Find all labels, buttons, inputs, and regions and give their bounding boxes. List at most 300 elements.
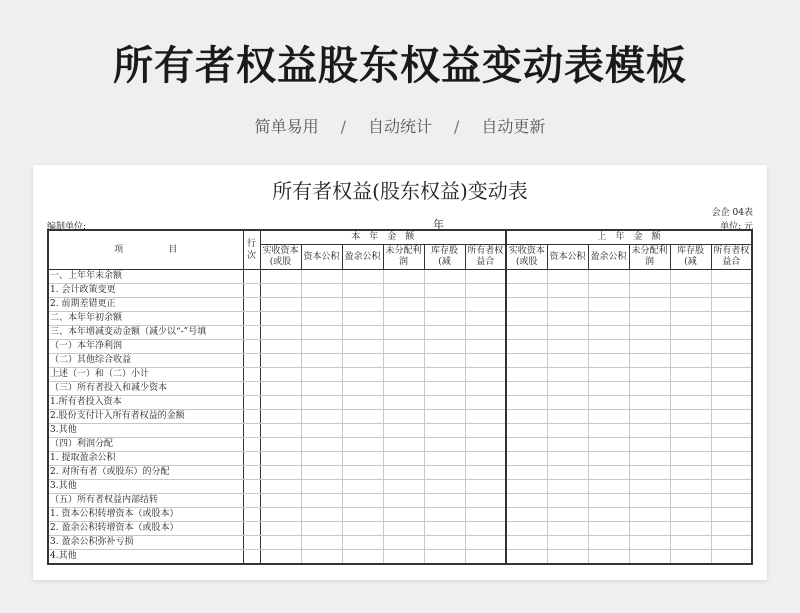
amount-cell[interactable] <box>301 340 342 354</box>
table-row <box>48 522 752 536</box>
amount-cell[interactable] <box>588 466 629 480</box>
amount-cell[interactable] <box>629 270 670 284</box>
line-cell[interactable] <box>243 284 260 298</box>
line-cell[interactable] <box>243 424 260 438</box>
amount-cell[interactable] <box>588 312 629 326</box>
amount-cell[interactable] <box>383 466 424 480</box>
line-cell[interactable] <box>243 522 260 536</box>
amount-cell[interactable] <box>711 312 752 326</box>
subcolumn-header: 所有者权益合 <box>711 245 752 270</box>
subcolumn-header: 实收资本(或股 <box>260 245 301 270</box>
amount-cell[interactable] <box>547 452 588 466</box>
row-label: （五）所有者权益内部结转 <box>48 494 243 508</box>
amount-cell[interactable] <box>260 410 301 424</box>
amount-cell[interactable] <box>506 522 547 536</box>
amount-cell[interactable] <box>465 284 506 298</box>
amount-cell[interactable] <box>588 410 629 424</box>
line-cell[interactable] <box>243 494 260 508</box>
amount-cell[interactable] <box>670 354 711 368</box>
amount-cell[interactable] <box>465 410 506 424</box>
amount-cell[interactable] <box>588 396 629 410</box>
amount-cell[interactable] <box>629 298 670 312</box>
amount-cell[interactable] <box>301 550 342 565</box>
amount-cell[interactable] <box>588 522 629 536</box>
header-current-year: 本 年 金 额 <box>260 230 506 245</box>
amount-cell[interactable] <box>465 438 506 452</box>
amount-cell[interactable] <box>588 284 629 298</box>
amount-cell[interactable] <box>547 508 588 522</box>
amount-cell[interactable] <box>588 298 629 312</box>
line-cell[interactable] <box>243 354 260 368</box>
amount-cell[interactable] <box>342 452 383 466</box>
table-row <box>48 396 752 410</box>
amount-cell[interactable] <box>342 410 383 424</box>
amount-cell[interactable] <box>670 466 711 480</box>
amount-cell[interactable] <box>588 340 629 354</box>
line-cell[interactable] <box>243 480 260 494</box>
line-cell[interactable] <box>243 438 260 452</box>
amount-cell[interactable] <box>383 424 424 438</box>
amount-cell[interactable] <box>260 452 301 466</box>
amount-cell[interactable] <box>465 550 506 565</box>
amount-cell[interactable] <box>383 494 424 508</box>
amount-cell[interactable] <box>424 396 465 410</box>
amount-cell[interactable] <box>711 466 752 480</box>
amount-cell[interactable] <box>342 396 383 410</box>
amount-cell[interactable] <box>383 368 424 382</box>
document-title: 所有者权益(股东权益)变动表 <box>272 179 528 203</box>
line-cell[interactable] <box>243 382 260 396</box>
amount-cell[interactable] <box>301 424 342 438</box>
amount-cell[interactable] <box>465 452 506 466</box>
amount-cell[interactable] <box>301 522 342 536</box>
amount-cell[interactable] <box>465 354 506 368</box>
amount-cell[interactable] <box>342 368 383 382</box>
amount-cell[interactable] <box>383 326 424 340</box>
amount-cell[interactable] <box>670 410 711 424</box>
line-cell[interactable] <box>243 326 260 340</box>
amount-cell[interactable] <box>424 368 465 382</box>
amount-cell[interactable] <box>670 550 711 565</box>
amount-cell[interactable] <box>711 480 752 494</box>
amount-cell[interactable] <box>342 536 383 550</box>
amount-cell[interactable] <box>506 326 547 340</box>
amount-cell[interactable] <box>547 382 588 396</box>
amount-cell[interactable] <box>260 396 301 410</box>
table-row <box>48 284 752 298</box>
amount-cell[interactable] <box>547 410 588 424</box>
amount-cell[interactable] <box>301 438 342 452</box>
amount-cell[interactable] <box>547 368 588 382</box>
amount-cell[interactable] <box>342 424 383 438</box>
amount-cell[interactable] <box>342 522 383 536</box>
table-row <box>48 270 752 284</box>
amount-cell[interactable] <box>465 396 506 410</box>
amount-cell[interactable] <box>260 382 301 396</box>
amount-cell[interactable] <box>342 340 383 354</box>
subcolumn-header: 未分配利润 <box>629 245 670 270</box>
amount-cell[interactable] <box>465 480 506 494</box>
amount-cell[interactable] <box>260 522 301 536</box>
amount-cell[interactable] <box>629 340 670 354</box>
amount-cell[interactable] <box>424 298 465 312</box>
amount-cell[interactable] <box>260 550 301 565</box>
amount-cell[interactable] <box>383 284 424 298</box>
amount-cell[interactable] <box>260 270 301 284</box>
amount-cell[interactable] <box>424 550 465 565</box>
amount-cell[interactable] <box>629 368 670 382</box>
amount-cell[interactable] <box>588 354 629 368</box>
amount-cell[interactable] <box>588 508 629 522</box>
row-label: 2. 前期差错更正 <box>48 298 243 312</box>
amount-cell[interactable] <box>629 424 670 438</box>
amount-cell[interactable] <box>629 284 670 298</box>
amount-cell[interactable] <box>506 410 547 424</box>
line-cell[interactable] <box>243 466 260 480</box>
amount-cell[interactable] <box>465 368 506 382</box>
amount-cell[interactable] <box>547 354 588 368</box>
amount-cell[interactable] <box>711 298 752 312</box>
amount-cell[interactable] <box>260 298 301 312</box>
amount-cell[interactable] <box>260 284 301 298</box>
amount-cell[interactable] <box>711 368 752 382</box>
amount-cell[interactable] <box>711 508 752 522</box>
amount-cell[interactable] <box>588 326 629 340</box>
unit-label: 单位: 元 <box>720 222 753 232</box>
subcolumn-header: 盈余公积 <box>588 245 629 270</box>
line-cell[interactable] <box>243 550 260 565</box>
amount-cell[interactable] <box>260 536 301 550</box>
amount-cell[interactable] <box>506 494 547 508</box>
amount-cell[interactable] <box>424 466 465 480</box>
amount-cell[interactable] <box>424 494 465 508</box>
line-cell[interactable] <box>243 508 260 522</box>
amount-cell[interactable] <box>506 452 547 466</box>
amount-cell[interactable] <box>301 284 342 298</box>
amount-cell[interactable] <box>260 368 301 382</box>
amount-cell[interactable] <box>547 522 588 536</box>
amount-cell[interactable] <box>383 354 424 368</box>
amount-cell[interactable] <box>629 522 670 536</box>
line-cell[interactable] <box>243 410 260 424</box>
amount-cell[interactable] <box>629 326 670 340</box>
amount-cell[interactable] <box>547 326 588 340</box>
amount-cell[interactable] <box>588 536 629 550</box>
amount-cell[interactable] <box>301 354 342 368</box>
amount-cell[interactable] <box>465 382 506 396</box>
amount-cell[interactable] <box>588 382 629 396</box>
amount-cell[interactable] <box>424 284 465 298</box>
amount-cell[interactable] <box>547 550 588 565</box>
amount-cell[interactable] <box>670 368 711 382</box>
amount-cell[interactable] <box>424 424 465 438</box>
amount-cell[interactable] <box>547 438 588 452</box>
amount-cell[interactable] <box>547 494 588 508</box>
amount-cell[interactable] <box>547 340 588 354</box>
amount-cell[interactable] <box>670 536 711 550</box>
amount-cell[interactable] <box>383 312 424 326</box>
amount-cell[interactable] <box>588 438 629 452</box>
amount-cell[interactable] <box>506 550 547 565</box>
amount-cell[interactable] <box>506 312 547 326</box>
amount-cell[interactable] <box>547 312 588 326</box>
amount-cell[interactable] <box>301 508 342 522</box>
amount-cell[interactable] <box>711 354 752 368</box>
amount-cell[interactable] <box>629 508 670 522</box>
amount-cell[interactable] <box>301 396 342 410</box>
amount-cell[interactable] <box>383 438 424 452</box>
amount-cell[interactable] <box>383 382 424 396</box>
row-label: 1.所有者投入资本 <box>48 396 243 410</box>
amount-cell[interactable] <box>711 410 752 424</box>
amount-cell[interactable] <box>506 284 547 298</box>
amount-cell[interactable] <box>629 312 670 326</box>
amount-cell[interactable] <box>424 326 465 340</box>
amount-cell[interactable] <box>670 298 711 312</box>
amount-cell[interactable] <box>711 396 752 410</box>
amount-cell[interactable] <box>711 452 752 466</box>
amount-cell[interactable] <box>260 424 301 438</box>
amount-cell[interactable] <box>711 284 752 298</box>
amount-cell[interactable] <box>629 480 670 494</box>
amount-cell[interactable] <box>342 326 383 340</box>
amount-cell[interactable] <box>301 480 342 494</box>
amount-cell[interactable] <box>260 354 301 368</box>
amount-cell[interactable] <box>506 382 547 396</box>
amount-cell[interactable] <box>342 354 383 368</box>
amount-cell[interactable] <box>301 326 342 340</box>
amount-cell[interactable] <box>670 522 711 536</box>
amount-cell[interactable] <box>670 382 711 396</box>
amount-cell[interactable] <box>342 466 383 480</box>
amount-cell[interactable] <box>711 340 752 354</box>
amount-cell[interactable] <box>547 466 588 480</box>
amount-cell[interactable] <box>383 410 424 424</box>
amount-cell[interactable] <box>383 550 424 565</box>
line-cell[interactable] <box>243 452 260 466</box>
line-cell[interactable] <box>243 270 260 284</box>
amount-cell[interactable] <box>301 452 342 466</box>
amount-cell[interactable] <box>506 438 547 452</box>
line-cell[interactable] <box>243 368 260 382</box>
amount-cell[interactable] <box>342 298 383 312</box>
amount-cell[interactable] <box>547 480 588 494</box>
row-label: 1. 资本公积转增资本（或股本） <box>48 508 243 522</box>
amount-cell[interactable] <box>301 466 342 480</box>
amount-cell[interactable] <box>260 312 301 326</box>
amount-cell[interactable] <box>670 452 711 466</box>
amount-cell[interactable] <box>301 312 342 326</box>
subcolumn-header: 资本公积 <box>301 245 342 270</box>
amount-cell[interactable] <box>342 550 383 565</box>
amount-cell[interactable] <box>711 550 752 565</box>
amount-cell[interactable] <box>260 508 301 522</box>
table-row <box>48 438 752 452</box>
amount-cell[interactable] <box>424 522 465 536</box>
amount-cell[interactable] <box>711 494 752 508</box>
amount-cell[interactable] <box>301 270 342 284</box>
amount-cell[interactable] <box>383 508 424 522</box>
amount-cell[interactable] <box>342 284 383 298</box>
table-row <box>48 298 752 312</box>
amount-cell[interactable] <box>670 508 711 522</box>
amount-cell[interactable] <box>670 438 711 452</box>
amount-cell[interactable] <box>383 340 424 354</box>
amount-cell[interactable] <box>424 410 465 424</box>
amount-cell[interactable] <box>670 424 711 438</box>
amount-cell[interactable] <box>342 312 383 326</box>
amount-cell[interactable] <box>711 424 752 438</box>
amount-cell[interactable] <box>588 550 629 565</box>
amount-cell[interactable] <box>260 480 301 494</box>
amount-cell[interactable] <box>383 522 424 536</box>
amount-cell[interactable] <box>260 494 301 508</box>
amount-cell[interactable] <box>506 368 547 382</box>
row-label: 1. 会计政策变更 <box>48 284 243 298</box>
amount-cell[interactable] <box>301 382 342 396</box>
amount-cell[interactable] <box>465 494 506 508</box>
line-cell[interactable] <box>243 298 260 312</box>
amount-cell[interactable] <box>342 270 383 284</box>
amount-cell[interactable] <box>547 396 588 410</box>
amount-cell[interactable] <box>383 396 424 410</box>
amount-cell[interactable] <box>629 354 670 368</box>
amount-cell[interactable] <box>711 270 752 284</box>
amount-cell[interactable] <box>711 382 752 396</box>
amount-cell[interactable] <box>670 494 711 508</box>
amount-cell[interactable] <box>260 438 301 452</box>
amount-cell[interactable] <box>424 508 465 522</box>
amount-cell[interactable] <box>342 480 383 494</box>
amount-cell[interactable] <box>342 494 383 508</box>
amount-cell[interactable] <box>301 410 342 424</box>
amount-cell[interactable] <box>670 396 711 410</box>
amount-cell[interactable] <box>465 312 506 326</box>
amount-cell[interactable] <box>424 354 465 368</box>
amount-cell[interactable] <box>465 340 506 354</box>
amount-cell[interactable] <box>588 452 629 466</box>
amount-cell[interactable] <box>670 340 711 354</box>
amount-cell[interactable] <box>506 508 547 522</box>
document-preview <box>33 165 767 580</box>
amount-cell[interactable] <box>547 284 588 298</box>
amount-cell[interactable] <box>424 438 465 452</box>
amount-cell[interactable] <box>424 382 465 396</box>
line-cell[interactable] <box>243 536 260 550</box>
amount-cell[interactable] <box>711 522 752 536</box>
amount-cell[interactable] <box>465 536 506 550</box>
amount-cell[interactable] <box>424 480 465 494</box>
amount-cell[interactable] <box>465 424 506 438</box>
amount-cell[interactable] <box>465 298 506 312</box>
line-cell[interactable] <box>243 340 260 354</box>
amount-cell[interactable] <box>629 438 670 452</box>
amount-cell[interactable] <box>383 270 424 284</box>
amount-cell[interactable] <box>547 536 588 550</box>
amount-cell[interactable] <box>547 270 588 284</box>
amount-cell[interactable] <box>424 536 465 550</box>
amount-cell[interactable] <box>629 452 670 466</box>
amount-cell[interactable] <box>424 270 465 284</box>
amount-cell[interactable] <box>629 466 670 480</box>
amount-cell[interactable] <box>424 452 465 466</box>
table-row <box>48 508 752 522</box>
line-cell[interactable] <box>243 396 260 410</box>
amount-cell[interactable] <box>629 410 670 424</box>
amount-cell[interactable] <box>260 326 301 340</box>
amount-cell[interactable] <box>629 536 670 550</box>
amount-cell[interactable] <box>506 480 547 494</box>
table-row <box>48 312 752 326</box>
amount-cell[interactable] <box>711 536 752 550</box>
amount-cell[interactable] <box>342 438 383 452</box>
subcolumn-header: 盈余公积 <box>342 245 383 270</box>
amount-cell[interactable] <box>629 550 670 565</box>
amount-cell[interactable] <box>465 466 506 480</box>
amount-cell[interactable] <box>506 340 547 354</box>
amount-cell[interactable] <box>424 340 465 354</box>
amount-cell[interactable] <box>588 480 629 494</box>
amount-cell[interactable] <box>629 494 670 508</box>
amount-cell[interactable] <box>629 382 670 396</box>
amount-cell[interactable] <box>711 438 752 452</box>
table-row <box>48 382 752 396</box>
amount-cell[interactable] <box>547 424 588 438</box>
amount-cell[interactable] <box>588 494 629 508</box>
amount-cell[interactable] <box>506 270 547 284</box>
amount-cell[interactable] <box>301 536 342 550</box>
amount-cell[interactable] <box>711 326 752 340</box>
amount-cell[interactable] <box>383 536 424 550</box>
table-row <box>48 424 752 438</box>
amount-cell[interactable] <box>383 480 424 494</box>
amount-cell[interactable] <box>424 312 465 326</box>
amount-cell[interactable] <box>506 536 547 550</box>
amount-cell[interactable] <box>506 354 547 368</box>
amount-cell[interactable] <box>465 508 506 522</box>
amount-cell[interactable] <box>506 466 547 480</box>
amount-cell[interactable] <box>588 424 629 438</box>
amount-cell[interactable] <box>342 382 383 396</box>
amount-cell[interactable] <box>670 284 711 298</box>
amount-cell[interactable] <box>629 396 670 410</box>
amount-cell[interactable] <box>465 270 506 284</box>
amount-cell[interactable] <box>465 522 506 536</box>
amount-cell[interactable] <box>670 480 711 494</box>
amount-cell[interactable] <box>383 298 424 312</box>
amount-cell[interactable] <box>383 452 424 466</box>
amount-cell[interactable] <box>301 298 342 312</box>
amount-cell[interactable] <box>506 298 547 312</box>
line-cell[interactable] <box>243 312 260 326</box>
amount-cell[interactable] <box>588 270 629 284</box>
amount-cell[interactable] <box>260 340 301 354</box>
compiler-label: 编制单位: <box>47 222 87 232</box>
amount-cell[interactable] <box>465 326 506 340</box>
amount-cell[interactable] <box>506 396 547 410</box>
amount-cell[interactable] <box>342 508 383 522</box>
amount-cell[interactable] <box>670 270 711 284</box>
amount-cell[interactable] <box>588 368 629 382</box>
amount-cell[interactable] <box>506 424 547 438</box>
amount-cell[interactable] <box>260 466 301 480</box>
header-line: 行次 <box>243 230 260 270</box>
amount-cell[interactable] <box>301 368 342 382</box>
amount-cell[interactable] <box>547 298 588 312</box>
amount-cell[interactable] <box>301 494 342 508</box>
amount-cell[interactable] <box>670 312 711 326</box>
amount-cell[interactable] <box>670 326 711 340</box>
